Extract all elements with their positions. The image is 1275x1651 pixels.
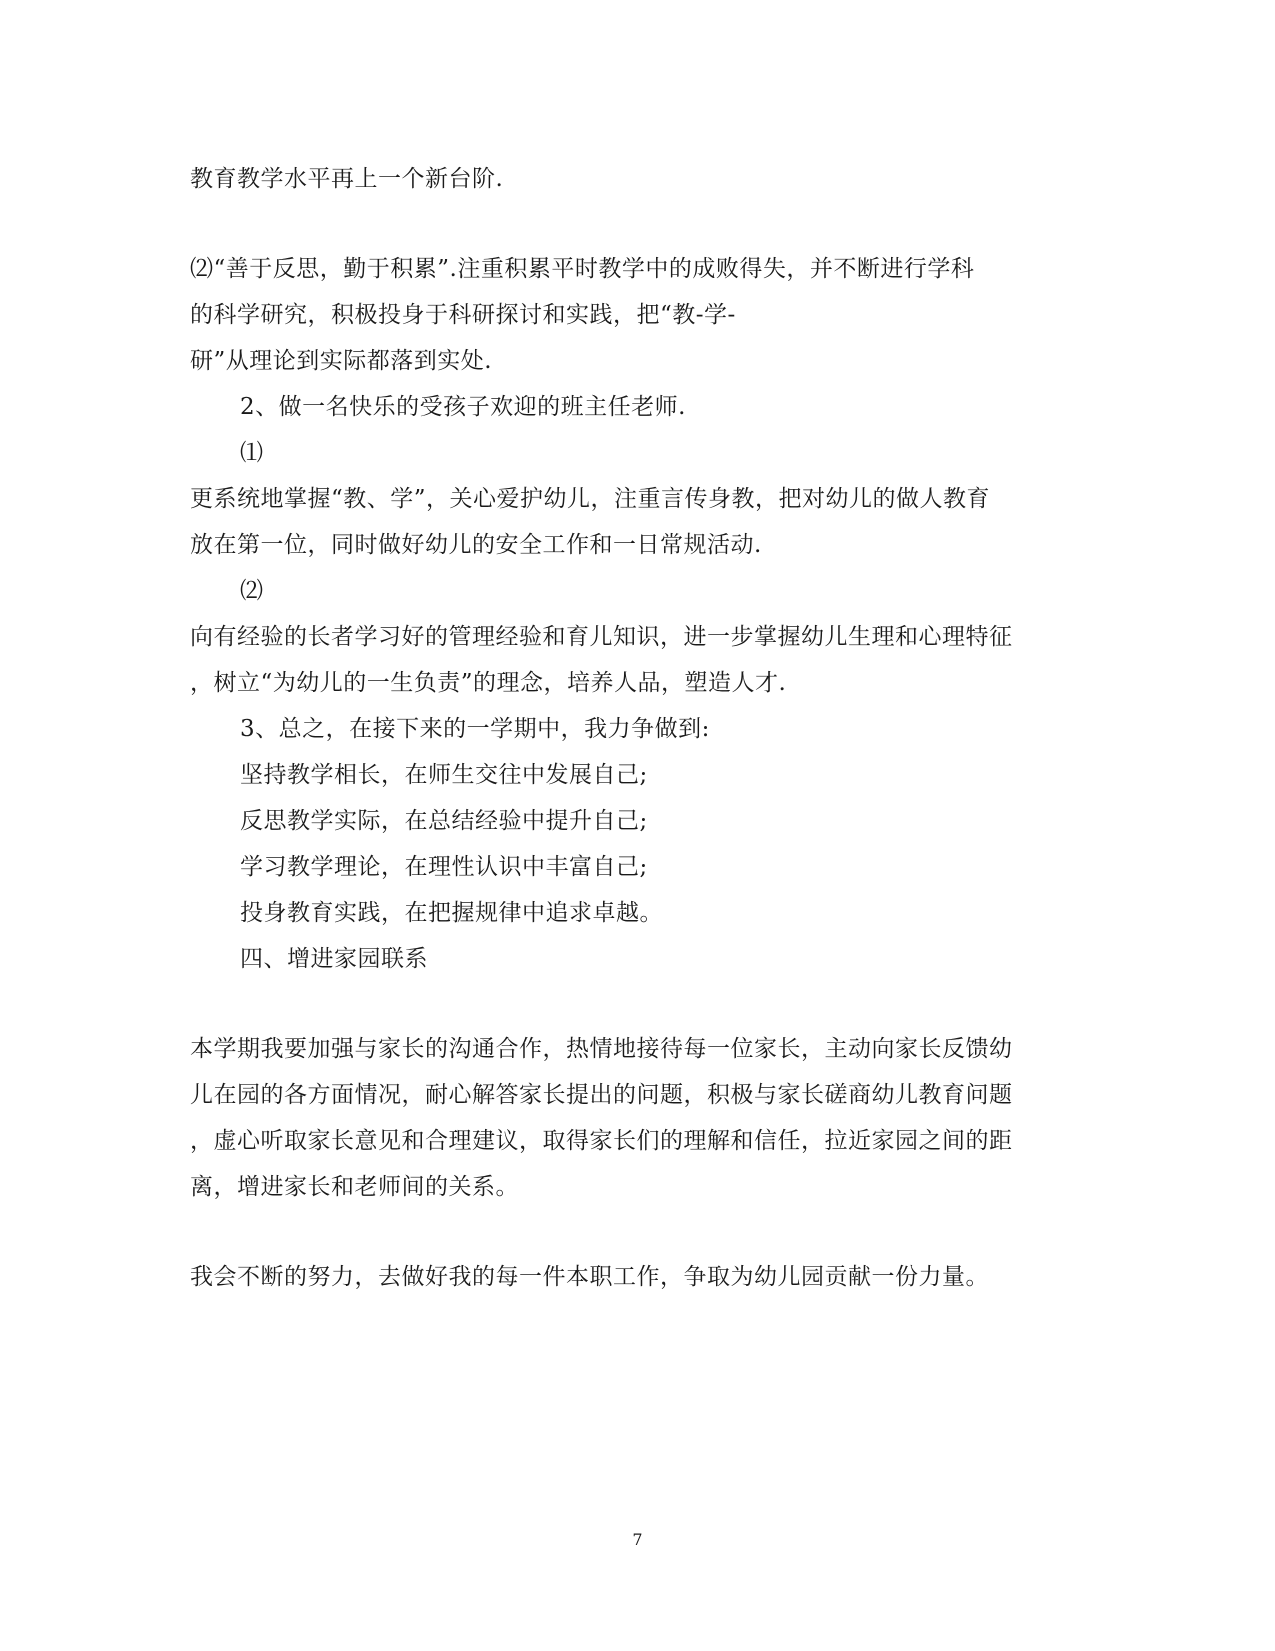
text-line: 教育教学水平再上一个新台阶.	[190, 166, 504, 192]
text-line: 研”从理论到实际都落到实处.	[190, 348, 493, 374]
text-line: 向有经验的长者学习好的管理经验和育儿知识，进一步掌握幼儿生理和心理特征	[190, 624, 1013, 650]
list-item: 反思教学实际，在总结经验中提升自己;	[240, 808, 648, 834]
text-line: 离，增进家长和老师间的关系。	[190, 1174, 519, 1200]
page-number: 7	[632, 1530, 643, 1549]
item-number: ⑴	[240, 440, 264, 466]
text-line: ⑵“善于反思，勤于积累”.注重积累平时教学中的成败得失，并不断进行学科	[190, 256, 975, 282]
section-heading: 3、总之，在接下来的一学期中，我力争做到:	[240, 716, 710, 742]
text-line: ，树立“为幼儿的一生负责”的理念，培养人品，塑造人才.	[190, 670, 787, 696]
text-line: ，虚心听取家长意见和合理建议，取得家长们的理解和信任，拉近家园之间的距	[190, 1128, 1013, 1154]
section-heading: 2、做一名快乐的受孩子欢迎的班主任老师.	[240, 394, 686, 420]
text-line: 放在第一位，同时做好幼儿的安全工作和一日常规活动.	[190, 532, 762, 558]
list-item: 投身教育实践，在把握规律中追求卓越。	[240, 900, 663, 926]
list-item: 坚持教学相长，在师生交往中发展自己;	[240, 762, 648, 788]
section-heading: 四、增进家园联系	[240, 946, 428, 972]
text-line: 的科学研究，积极投身于科研探讨和实践，把“教-学-	[190, 302, 736, 328]
item-number: ⑵	[240, 578, 264, 604]
closing-line: 我会不断的努力，去做好我的每一件本职工作，争取为幼儿园贡献一份力量。	[190, 1264, 989, 1290]
text-line: 更系统地掌握“教、学”，关心爱护幼儿，注重言传身教，把对幼儿的做人教育	[190, 486, 991, 512]
list-item: 学习教学理论，在理性认识中丰富自己;	[240, 854, 648, 880]
text-line: 儿在园的各方面情况，耐心解答家长提出的问题，积极与家长磋商幼儿教育问题	[190, 1082, 1013, 1108]
text-line: 本学期我要加强与家长的沟通合作，热情地接待每一位家长，主动向家长反馈幼	[190, 1036, 1013, 1062]
